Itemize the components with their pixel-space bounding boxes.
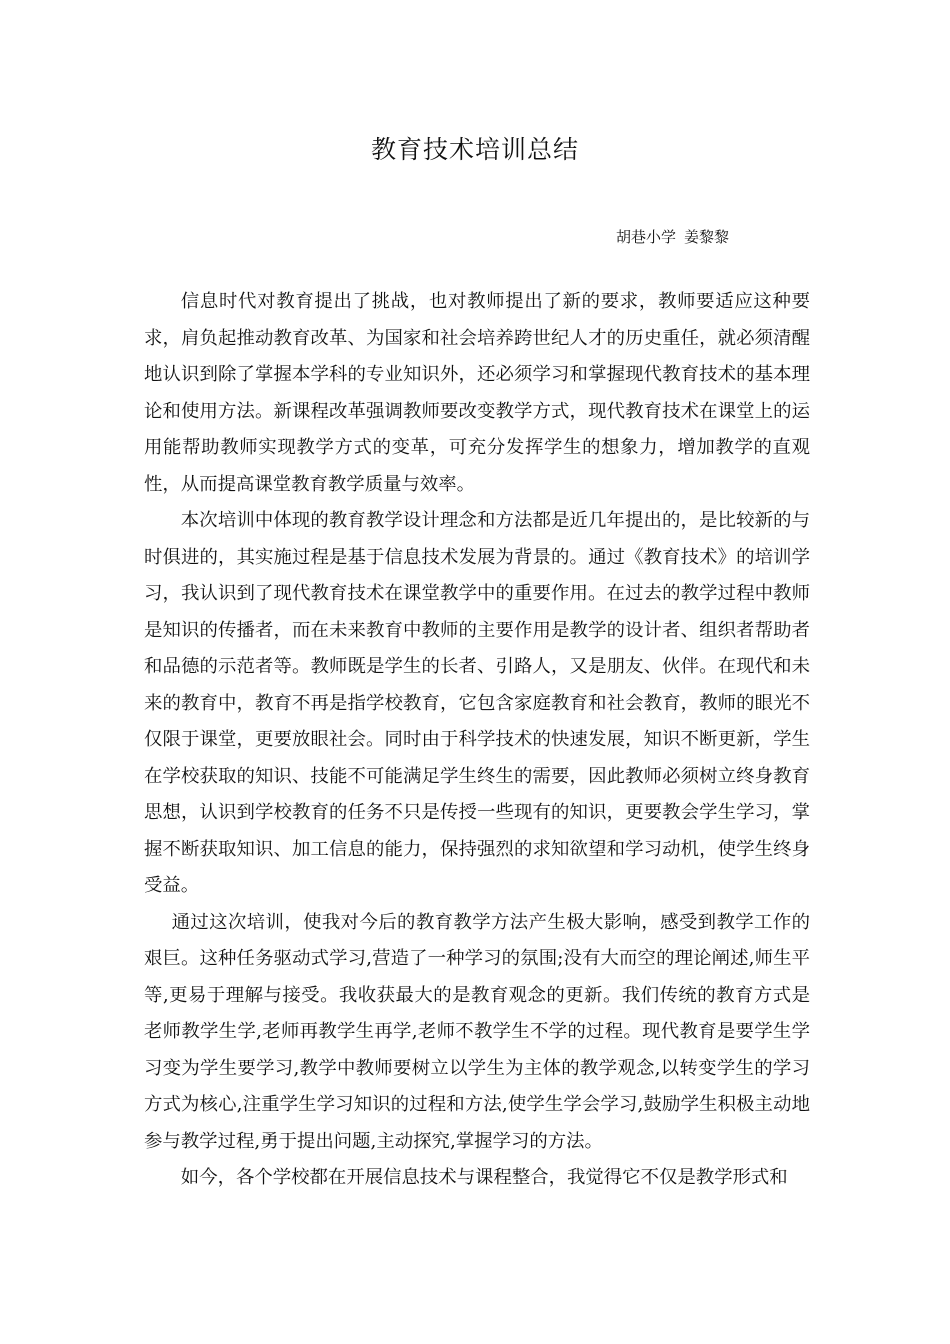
paragraph: 本次培训中体现的教育教学设计理念和方法都是近几年提出的，是比较新的与时俱进的，其实施过程是基于信息技术发展为背景的。通过《教育技术》的培训学习，我认识到了现代教育技术在课堂教学中的重要作用。在过去的教学过程中教师是知识的传播者，而在未来教育中教师的主要作用是教学的设计者、组织者帮助者和品德的示范者等。教师既是学生的长者、引路人，又是朋友、伙伴。在现代和未来的教育中，教育不再是指学校教育，它包含家庭教育和社会教育，教师的眼光不仅限于课堂，更要放眼社会。同时由于科学技术的快速发展，知识不断更新，学生在学校获取的知识、技能不可能满足学生终生的需要，因此教师必须树立终身教育思想，认识到学校教育的任务不只是传授一些现有的知识，更要教会学生学习，掌握不断获取知识、加工信息的能力，保持强烈的求知欲望和学习动机，使学生终身受益。 (144, 510, 810, 896)
document-body (144, 284, 810, 1197)
paragraph: 如今，各个学校都在开展信息技术与课程整合，我觉得它不仅是教学形式和 (180, 1167, 788, 1188)
document-title: 教育技术培训总结 (370, 135, 579, 164)
author-name: 姜黎黎 (684, 228, 730, 246)
paragraph: 信息时代对教育提出了挑战，也对教师提出了新的要求，教师要适应这种要求，肩负起推动教育改革、为国家和社会培养跨世纪人才的历史重任，就必须清醒地认识到除了掌握本学科的专业知识外，还必须学习和掌握现代教育技术的基本理论和使用方法。新课程改革强调教师要改变教学方式，现代教育技术在课堂上的运用能帮助教师实现教学方式的变革，可充分发挥学生的想象力，增加教学的直观性，从而提高课堂教育教学质量与效率。 (144, 291, 810, 495)
author-school: 胡巷小学 (616, 228, 677, 246)
paragraph: 通过这次培训，使我对今后的教育教学方法产生极大影响，感受到教学工作的艰巨。这种任务驱动式学习,营造了一种学习的氛围;没有大而空的理论阐述,师生平等,更易于理解与接受。我收获最大的是教育观念的更新。我们传统的教育方式是老师教学生学,老师再教学生再学,老师不教学生不学的过程。现代教育是要学生学习变为学生要学习,教学中教师要树立以学生为主体的教学观念,以转变学生的学习方式为核心,注重学生学习知识的过程和方法,使学生学会学习,鼓励学生积极主动地参与教学过程,勇于提出问题,主动探究,掌握学习的方法。 (144, 911, 810, 1152)
author-line (616, 226, 729, 248)
